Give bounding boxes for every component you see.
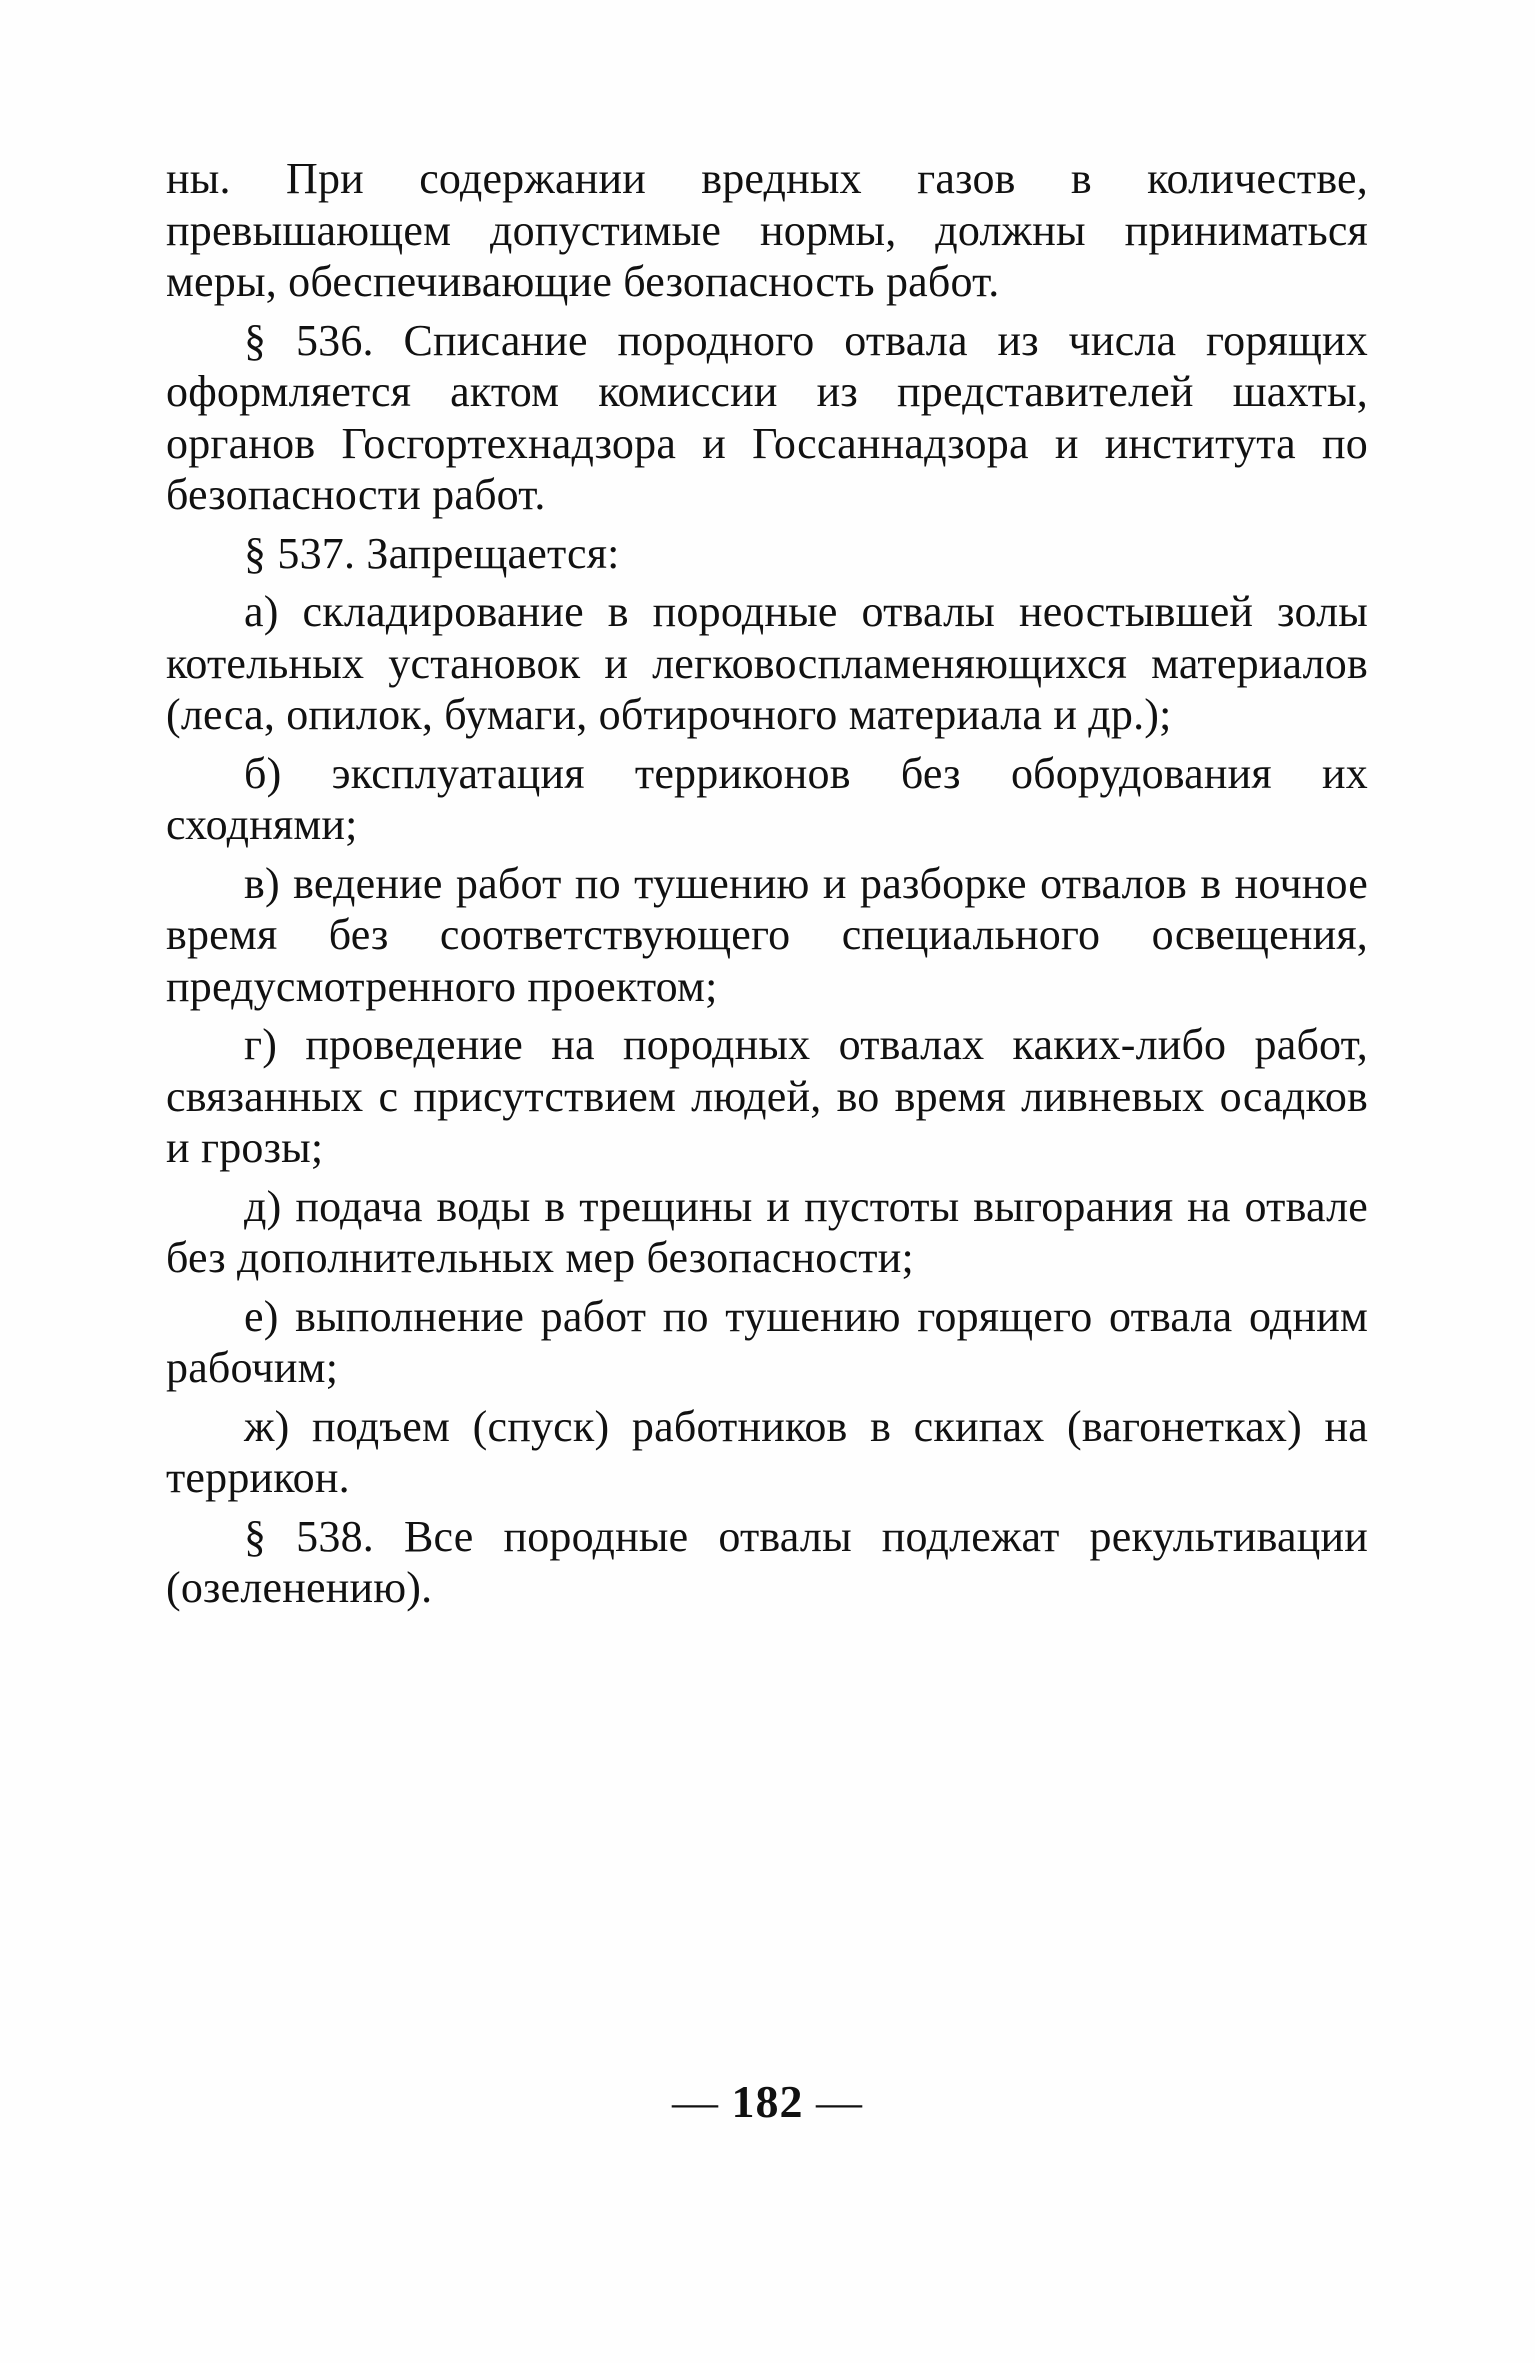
page-number-dash-left: — <box>672 2076 719 2127</box>
list-item-zh: ж) подъем (спуск) работников в скипах (вагонетках) на террикон. <box>166 1401 1368 1502</box>
list-item-d: д) подача воды в трещины и пустоты выгорания на отвале без дополнительных мер безопасности; <box>166 1181 1368 1282</box>
page-number-dash-right: — <box>816 2076 863 2127</box>
list-item-v: в) ведение работ по тушению и разборке отвалов в ночное время без соответствующего специального освещения, предусмотренного проектом; <box>166 858 1368 1011</box>
page-number <box>0 2075 1535 2128</box>
list-item-g: г) проведение на породных отвалах каких-либо работ, связанных с присутствием людей, во время ливневых осадков и грозы; <box>166 1020 1368 1172</box>
list-item-e: е) выполнение работ по тушению горящего отвала одним рабочим; <box>166 1291 1368 1392</box>
body-text <box>166 153 1368 1621</box>
page-number-value: 182 <box>731 2076 804 2127</box>
paragraph-538: § 538. Все породные отвалы подлежат рекультивации (озеленению). <box>166 1511 1368 1612</box>
paragraph-537-heading: § 537. Запрещается: <box>244 528 620 578</box>
paragraph-continuation: ны. При содержании вредных газов в количестве, превышающем допустимые нормы, должны приниматься меры, обеспечивающие безопасность работ. <box>166 154 1368 306</box>
list-item-a: а) складирование в породные отвалы неостывшей золы котельных установок и легковоспламеняющихся материалов (леса, опилок, бумаги, обтирочного материала и др.); <box>166 587 1368 739</box>
list-item-b: б) эксплуатация терриконов без оборудования их сходнями; <box>166 748 1368 849</box>
paragraph-536: § 536. Списание породного отвала из числа горящих оформляется актом комиссии из представителей шахты, органов Госгортехнадзора и Госсаннадзора и института по безопасности работ. <box>166 315 1368 519</box>
